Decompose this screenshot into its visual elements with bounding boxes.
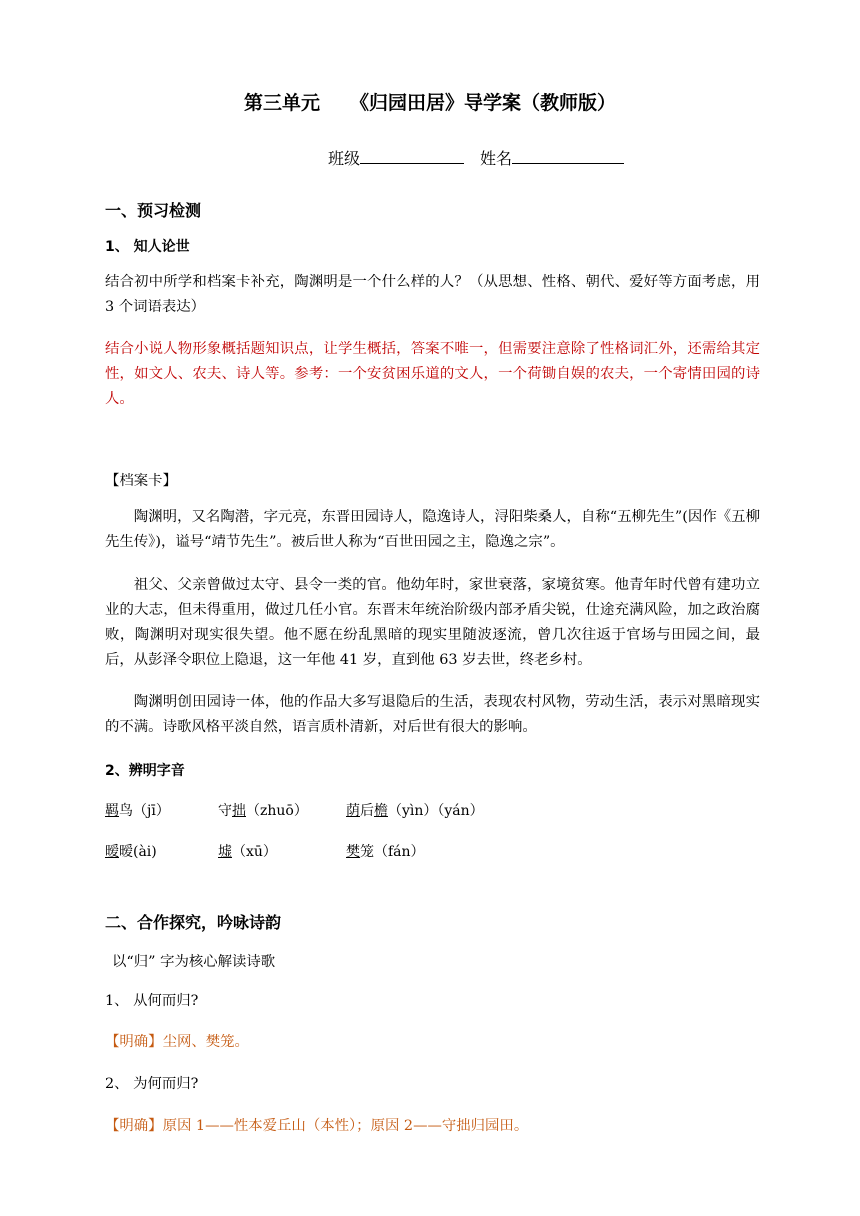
question-text: 结合初中所学和档案卡补充，陶渊明是一个什么样的人？（从思想、性格、朝代、爱好等方面考虑，用 3 个词语表达） [105, 274, 760, 315]
pron-item: 樊笼（fán） [346, 844, 425, 860]
pron-item: 暧暧(ài) [105, 844, 157, 860]
card-label: 【档案卡】 [105, 473, 177, 489]
class-blank[interactable] [360, 149, 464, 164]
name-label: 姓名 [480, 149, 513, 168]
card-paragraph-3: 陶渊明创田园诗一体，他的作品大多写退隐后的生活，表现农村风物，劳动生活，表示对黑暗现实的不满。诗歌风格平淡自然，语言质朴清新，对后世有很大的影响。 [105, 694, 760, 735]
answer-text: 结合小说人物形象概括题知识点，让学生概括，答案不唯一，但需要注意除了性格词汇外，还需给其定性，如文人、农夫、诗人等。参考：一个安贫困乐道的文人，一个荷锄自娱的农夫，一个寄情田园的诗人。 [105, 341, 760, 407]
name-blank[interactable] [512, 149, 624, 164]
section2-heading: 二、合作探究，吟咏诗韵 [105, 913, 282, 932]
card-paragraph-2: 祖父、父亲曾做过太守、县令一类的官。他幼年时，家世衰落，家境贫寒。他青年时代曾有建功立业的大志，但未得重用，做过几任小官。东晋末年统治阶级内部矛盾尖锐，仕途充满风险，加之政治腐败，陶渊明对现实很失望。他不愿在纷乱黑暗的现实里随波逐流，曾几次往返于官场与田园之间，最后，从彭泽令职位上隐退，这一年他 41 岁，直到他 63 岁去世，终老乡村。 [105, 577, 760, 668]
lesson-title: 《归园田居》导学案（教师版） [350, 92, 617, 114]
answer-2: 【明确】原因 1——性本爱丘山（本性）；原因 2——守拙归园田。 [105, 1118, 529, 1134]
question-2: 2、 为何而归? [105, 1076, 199, 1092]
question-1: 1、 从何而归? [105, 993, 199, 1009]
pron-item: 荫后檐（yìn）（yán） [346, 803, 484, 819]
class-label: 班级 [328, 149, 361, 168]
answer-1: 【明确】尘网、樊笼。 [105, 1034, 249, 1050]
pron-item: 守拙（zhuō） [218, 803, 308, 819]
section1-heading: 一、预习检测 [105, 201, 202, 220]
pron-item: 羁鸟（jī） [105, 803, 170, 819]
unit-label: 第三单元 [243, 92, 320, 114]
sub-heading-1: 1、 知人论世 [105, 239, 190, 255]
pron-item: 墟（xū） [218, 844, 277, 860]
sub-heading-2: 2、辨明字音 [105, 763, 185, 779]
class-name-line [328, 146, 624, 169]
section2-intro: 以“归” 字为核心解读诗歌 [112, 954, 276, 970]
card-paragraph-1: 陶渊明，又名陶潜，字元亮，东晋田园诗人，隐逸诗人，浔阳柴桑人，自称“五柳先生”(因作《五柳先生传》)，谥号“靖节先生”。被后世人称为“百世田园之主，隐逸之宗”。 [105, 509, 760, 550]
page-title [0, 88, 860, 115]
